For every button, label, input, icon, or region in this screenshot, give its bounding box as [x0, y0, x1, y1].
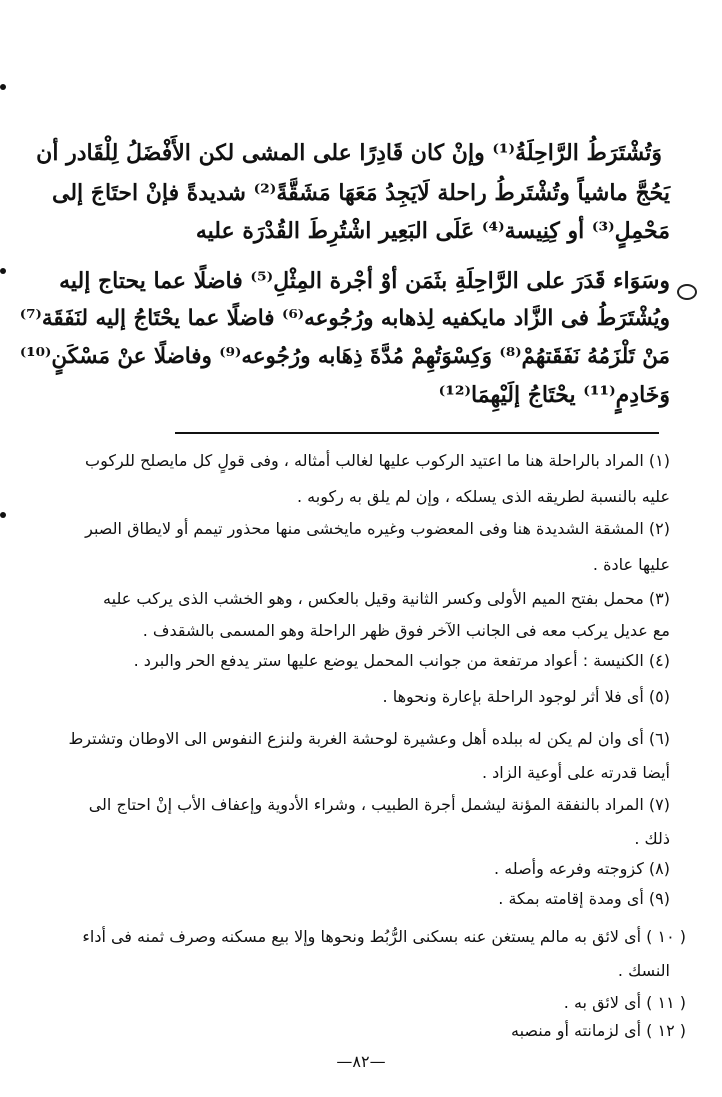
footnote-line: (٢) المشقة الشديدة هنا وفى المعضوب وغيره مايخشى منها محذور تيمم أو لايطاق الصبر: [85, 519, 670, 538]
footnote-line: مع عديل يركب معه فى الجانب الآخر فوق ظهر الراحلة وهو المسمى بالشقدف .: [142, 621, 670, 640]
footnote-line: (٧) المراد بالنفقة المؤنة ليشمل أجرة الطبيب ، وشراء الأدوية وإعفاف الأب إنْ احتاج الى: [88, 795, 670, 814]
margin-dot-top: [0, 84, 6, 90]
footnote-line: ذلك .: [634, 829, 670, 848]
footnote-line: (٩) أى ومدة إقامته بمكة .: [498, 889, 670, 908]
footnote-line: (٥) أى فلا أثر لوجود الراحلة بإعارة ونحوها .: [382, 687, 670, 706]
footnote-line: (٨) كزوجته وفرعه وأصله .: [494, 859, 670, 878]
footnote-separator: [175, 432, 659, 434]
footnote-line: (١) المراد بالراحلة هنا ما اعتيد الركوب عليها لغالب أمثاله ، وفى قولٍ كل مايصلح للركوب: [85, 451, 670, 470]
footnote-line: النسك .: [617, 961, 670, 980]
main-text-line: وَتُشْتَرَطُ الرَّاحِلَةُ⁽¹⁾ وإنْ كان قَادِرًا على المشى لكن الأَفْضَلُ لِلْقَادر أن: [36, 140, 662, 166]
margin-dot-lower: [0, 512, 6, 518]
footnote-line: (٤) الكنيسة : أعواد مرتفعة من جوانب المحمل يوضع عليها ستر يدفع الحر والبرد .: [133, 651, 670, 670]
margin-circle-mark: [677, 284, 697, 300]
footnote-line: (٦) أى وان لم يكن له ببلده أهل وعشيرة لوحشة الغربة ولنزع النفوس الى الاوطان وتشترط: [68, 729, 670, 748]
footnote-line: ( ١١ ) أى لائق به .: [563, 993, 686, 1012]
footnote-line: أيضا قدرته على أوعية الزاد .: [482, 763, 670, 782]
main-text-line: ويُشْتَرَطُ فى الزَّاد مايكفيه لِذهابه ورُجُوعه⁽⁶⁾ فاضلًا عما يحْتَاجُ إليه لنَفَقَة⁽⁷⁾: [19, 306, 670, 331]
main-text-line: مَحْمِلٍ⁽³⁾ أو كِنِيسة⁽⁴⁾ عَلَى البَعِير اشْتُرِطَ القُدْرَة عليه: [195, 218, 670, 244]
footnote-line: عليه بالنسبة لطريقه الذى يسلكه ، وإن لم يلق به ركوبه .: [297, 487, 670, 506]
main-text-line: وَخَادِمٍ⁽¹¹⁾ يحْتَاجُ إلَيْهِمَا⁽¹²⁾: [438, 382, 670, 408]
footnote-line: عليها عادة .: [592, 555, 670, 574]
main-text-line: وسَوَاء قَدَرَ على الرَّاحِلَةِ بثَمَن أوْ أجْرة المِثْلِ⁽⁵⁾ فاضلًا عما يحتاج إليه: [59, 268, 670, 294]
footnote-line: ( ١٢ ) أى لزمانته أو منصبه: [510, 1021, 686, 1040]
footnote-line: ( ١٠ ) أى لائق به مالم يستغن عنه بسكنى الرُّبُط ونحوها وإلا بيع مسكنه وصرف ثمنه فى أداء: [82, 927, 686, 946]
margin-dot-middle: [0, 268, 6, 274]
main-text-line: يَحُجَّ ماشياً وتُشْتَرطُ راحلة لَايَجِدُ مَعَهَا مَشَقَّةً⁽²⁾ شديدةً فإنْ احتَاجَ إلى: [52, 180, 670, 206]
main-text-line: مَنْ تَلْزَمُهُ نَفَقَتهُمْ⁽⁸⁾ وَكِسْوَتُهِمْ مُدَّةَ ذِهَابه ورُجُوعه⁽⁹⁾ وفاضلًا عنْ مَسْكَنٍ⁽¹⁰⁾: [19, 344, 670, 369]
page-number: —٨٢—: [336, 1052, 386, 1071]
footnote-line: (٣) محمل بفتح الميم الأولى وكسر الثانية وقيل بالعكس ، وهو الخشب الذى يركب عليه: [103, 589, 670, 608]
